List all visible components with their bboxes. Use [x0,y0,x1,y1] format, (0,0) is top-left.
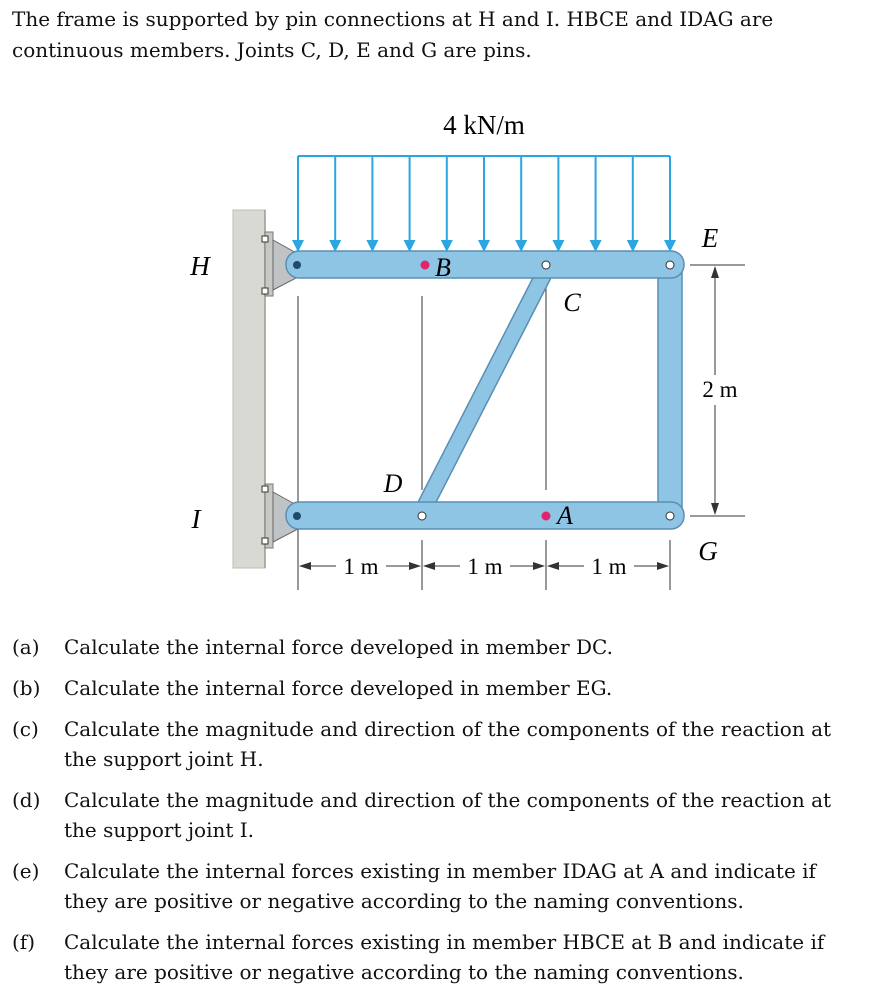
member-idag [286,502,684,529]
load-arrow-head [441,240,453,252]
load-arrow-head [515,240,527,252]
problem-line-2: continuous members. Joints C, D, E and G are pins. [12,38,532,62]
point-b-marker [421,261,430,270]
question-c-line-2: the support joint H. [64,747,264,771]
dim-height-label: 2 m [702,377,738,402]
load-arrow-head [329,240,341,252]
pin-e [666,261,674,269]
dim-span-1: 1 m [343,554,379,579]
pin-c [542,261,550,269]
dim-span-3: 1 m [591,554,627,579]
load-label: 4 kN/m [443,110,525,140]
pin-i [293,512,301,520]
question-e-label: (e) [12,859,40,883]
question-d-label: (d) [12,788,41,812]
question-e-line-1: Calculate the internal forces existing in member IDAG at A and indicate if [64,859,816,883]
question-c-label: (c) [12,717,39,741]
load-arrow-head [404,240,416,252]
question-d-line-1: Calculate the magnitude and direction of the components of the reaction at [64,788,832,812]
question-b-label: (b) [12,676,41,700]
dim-span-2: 1 m [467,554,503,579]
wall-support [233,210,265,568]
pin-h [293,261,301,269]
question-f-label: (f) [12,930,36,954]
pin-g [666,512,674,520]
label-i: I [191,504,201,534]
question-f-line-2: they are positive or negative according to the naming conventions. [64,960,744,984]
label-d: D [383,469,403,498]
load-arrow-head [366,240,378,252]
label-g: G [698,536,718,566]
load-arrow-head [664,240,676,252]
load-arrow-head [590,240,602,252]
question-f-line-1: Calculate the internal forces existing in member HBCE at B and indicate if [64,930,825,954]
distributed-load [292,156,676,252]
load-arrow-head [478,240,490,252]
problem-line-1: The frame is supported by pin connections at H and I. HBCE and IDAG are [12,7,774,31]
question-d-line-2: the support joint I. [64,818,255,842]
load-arrow-head [627,240,639,252]
question-a-label: (a) [12,635,40,659]
member-eg [658,266,682,518]
member-dc [414,268,556,510]
question-c-line-1: Calculate the magnitude and direction of the components of the reaction at [64,717,832,741]
question-b-text: Calculate the internal force developed in member EG. [64,676,613,700]
question-e-line-2: they are positive or negative according to the naming conventions. [64,889,744,913]
label-a: A [557,501,573,530]
point-a-marker [542,512,551,521]
label-b: B [435,253,451,282]
label-c: C [563,288,581,317]
question-a-text: Calculate the internal force developed in member DC. [64,635,613,659]
label-e: E [701,223,719,253]
label-h: H [190,251,210,281]
load-arrow-head [552,240,564,252]
load-arrow-head [292,240,304,252]
pin-d [418,512,426,520]
member-hbce [286,251,684,278]
